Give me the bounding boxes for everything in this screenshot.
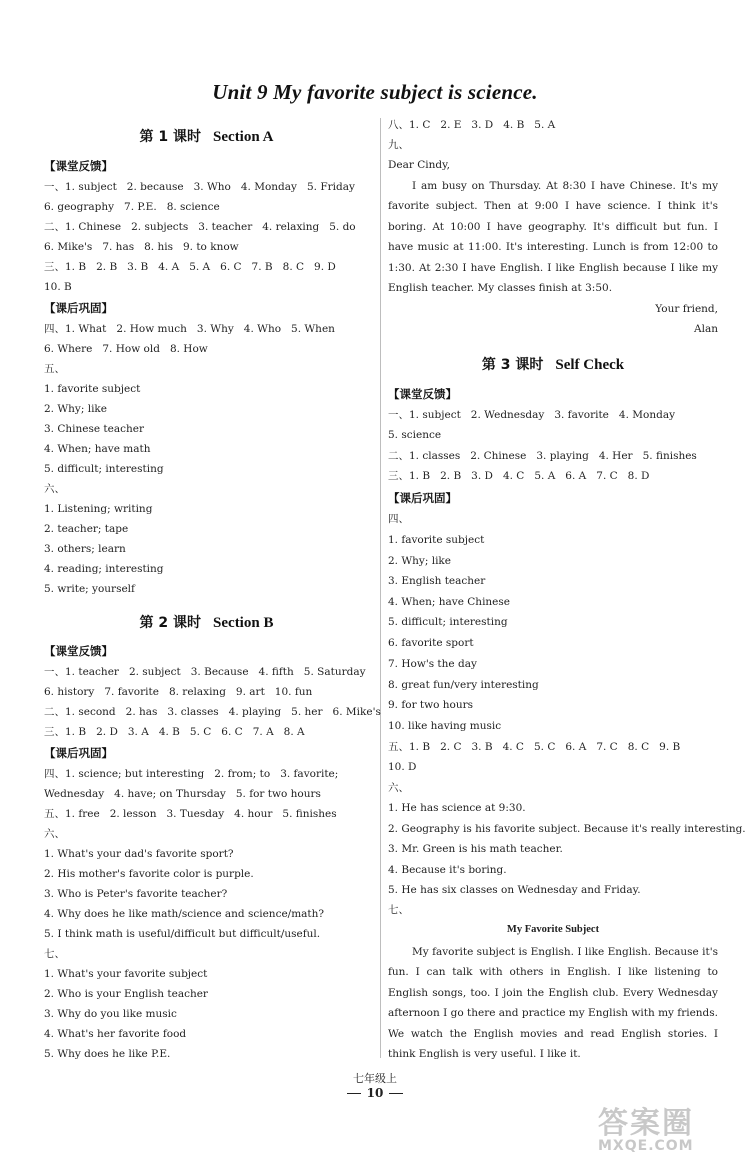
unit-title: Unit 9 My favorite subject is science. [212,80,538,104]
answer-line: 五、1. free 2. lesson 3. Tuesday 4. hour 5. finishes [44,808,337,820]
answer-line: 6. Mike's 7. has 8. his 9. to know [44,241,239,253]
answer-line: 3. Mr. Green is his math teacher. [388,843,563,855]
answer-line: 四、1. What 2. How much 3. Why 4. Who 5. When [44,323,335,335]
answer-line: 一、1. subject 2. because 3. Who 4. Monday 5. Friday [44,181,355,193]
answer-line: 2. Geography is his favorite subject. Because it's really interesting. [388,823,746,835]
answer-line: 一、1. subject 2. Wednesday 3. favorite 4. Monday [388,409,676,421]
lesson2-title: 第 2 课时 [139,615,202,631]
answer-line: 2. Why; like [388,555,452,567]
answer-line: 5. science [388,429,442,441]
lesson2-consolidate-label: 【课后巩固】 [44,746,113,760]
answer-line: 10. like having music [388,720,502,732]
answer-line: 3. Chinese teacher [44,423,144,435]
answer-line: 9. for two hours [388,699,474,711]
answer-line: 1. favorite subject [44,383,141,395]
lesson1-section: Section A [213,129,274,145]
answer-line: 3. Why do you like music [44,1008,177,1020]
lesson3-feedback-label: 【课堂反馈】 [388,387,457,401]
lesson1-consolidate-label: 【课后巩固】 [44,301,113,315]
lesson1-title: 第 1 课时 [139,129,202,145]
answer-line: 1. Listening; writing [44,503,153,515]
letter-greeting: Dear Cindy, [388,159,451,171]
answer-line: 4. When; have math [44,443,151,455]
answer-line: 1. What's your favorite subject [44,968,208,980]
letter-closing: Your friend, [655,303,718,315]
answer-line: 三、1. B 2. D 3. A 4. B 5. C 6. C 7. A 8. A [44,726,305,738]
answer-line: 2. Why; like [44,403,108,415]
article-title: My Favorite Subject [506,924,600,935]
lesson2-heading [44,612,369,632]
dash-left [347,1093,361,1094]
answer-line: 五、1. B 2. C 3. B 4. C 5. C 6. A 7. C 8. C 9. B [388,741,681,753]
answer-line: 六、 [44,483,65,495]
answer-line: Wednesday 4. have; on Thursday 5. for two hours [44,788,321,800]
answer-line: 二、1. classes 2. Chinese 3. playing 4. Her 5. finishes [388,450,697,462]
answer-line: 四、1. science; but interesting 2. from; to 3. favorite; [44,768,339,780]
watermark-top: 答案圈 [598,1106,694,1141]
answer-line: 三、1. B 2. B 3. B 4. A 5. A 6. C 7. B 8. C 9. D [44,261,336,273]
answer-line: 1. favorite subject [388,534,485,546]
answer-line: 2. His mother's favorite color is purple. [44,868,254,880]
answer-line: 七、 [388,904,409,916]
answer-line: 6. history 7. favorite 8. relaxing 9. art 10. fun [44,686,313,698]
lesson3-section: Self Check [555,357,625,373]
answer-line: 5. write; yourself [44,583,135,595]
answer-line: 六、 [44,828,65,840]
page-number-text: 10 [366,1086,384,1100]
answer-line: 六、 [388,782,409,794]
lesson2-feedback-label: 【课堂反馈】 [44,644,113,658]
answer-line: 二、1. Chinese 2. subjects 3. teacher 4. relaxing 5. do [44,221,356,233]
lesson3-heading [388,354,718,374]
answer-line: 6. geography 7. P.E. 8. science [44,201,220,213]
lesson1-heading [44,126,369,146]
answer-line: 三、1. B 2. B 3. D 4. C 5. A 6. A 7. C 8. D [388,470,650,482]
answer-line: 2. Who is your English teacher [44,988,208,1000]
answer-line: 五、 [44,363,65,375]
answer-line: 二、1. second 2. has 3. classes 4. playing 5. her 6. Mike's [44,706,381,718]
answer-line: 7. How's the day [388,658,477,670]
answer-line: 2. teacher; tape [44,523,129,535]
letter-body: I am busy on Thursday. At 8:30 I have Chinese. It's my favorite subject. Then at 9:00 I have science. I think it's boring. At 10:00 I have geography. It's difficult but fun. I have music at 11:00. It's interesting. Lunch is from 12:00 to 1:30. At 2:30 I have English. I like English because I like my English teacher. My classes finish at 3:50. [388,180,718,295]
answer-line: 10. D [388,761,417,773]
lesson2-section: Section B [213,615,274,631]
answer-line: 3. others; learn [44,543,126,555]
answer-line: 七、 [44,948,65,960]
answer-line: 3. English teacher [388,575,486,587]
lesson3-consolidate-label: 【课后巩固】 [388,491,457,505]
answer-line: 5. difficult; interesting [388,616,508,628]
lesson1-feedback-label: 【课堂反馈】 [44,159,113,173]
answer-line: 5. difficult; interesting [44,463,164,475]
answer-line: 8. great fun/very interesting [388,679,539,691]
answer-line: 九、 [388,139,409,151]
answer-line: 八、1. C 2. E 3. D 4. B 5. A [388,119,556,131]
letter-signature: Alan [694,323,718,335]
answer-line: 10. B [44,281,72,293]
dash-right [389,1093,403,1094]
answer-line: 5. Why does he like P.E. [44,1048,171,1060]
watermark-logo [598,1098,738,1154]
answer-line: 6. Where 7. How old 8. How [44,343,208,355]
column-divider [380,118,381,1058]
answer-line: 5. I think math is useful/difficult but difficult/useful. [44,928,321,940]
answer-line: 四、 [388,513,409,525]
answer-line: 1. He has science at 9:30. [388,802,526,814]
watermark-bottom: MXQE.COM [598,1138,694,1154]
article-body: My favorite subject is English. I like English. Because it's fun. I can talk with others in English. I like listening to English songs, too. I join the English club. Every Wednesday afternoon I go there and practice my English with my friends. We watch the English movies and read English stories. I think English is very useful. I like it. [388,946,718,1061]
answer-line: 4. Why does he like math/science and science/math? [44,908,325,920]
answer-line: 4. Because it's boring. [388,864,507,876]
answer-line: 4. When; have Chinese [388,596,511,608]
answer-line: 5. He has six classes on Wednesday and Friday. [388,884,641,896]
answer-line: 6. favorite sport [388,637,474,649]
answer-line: 3. Who is Peter's favorite teacher? [44,888,228,900]
answer-line: 4. reading; interesting [44,563,164,575]
lesson3-title: 第 3 课时 [481,357,544,373]
answer-line: 1. What's your dad's favorite sport? [44,848,234,860]
grade-label: 七年级上 [353,1072,397,1085]
answer-line: 4. What's her favorite food [44,1028,187,1040]
answer-line: 一、1. teacher 2. subject 3. Because 4. fifth 5. Saturday [44,666,366,678]
